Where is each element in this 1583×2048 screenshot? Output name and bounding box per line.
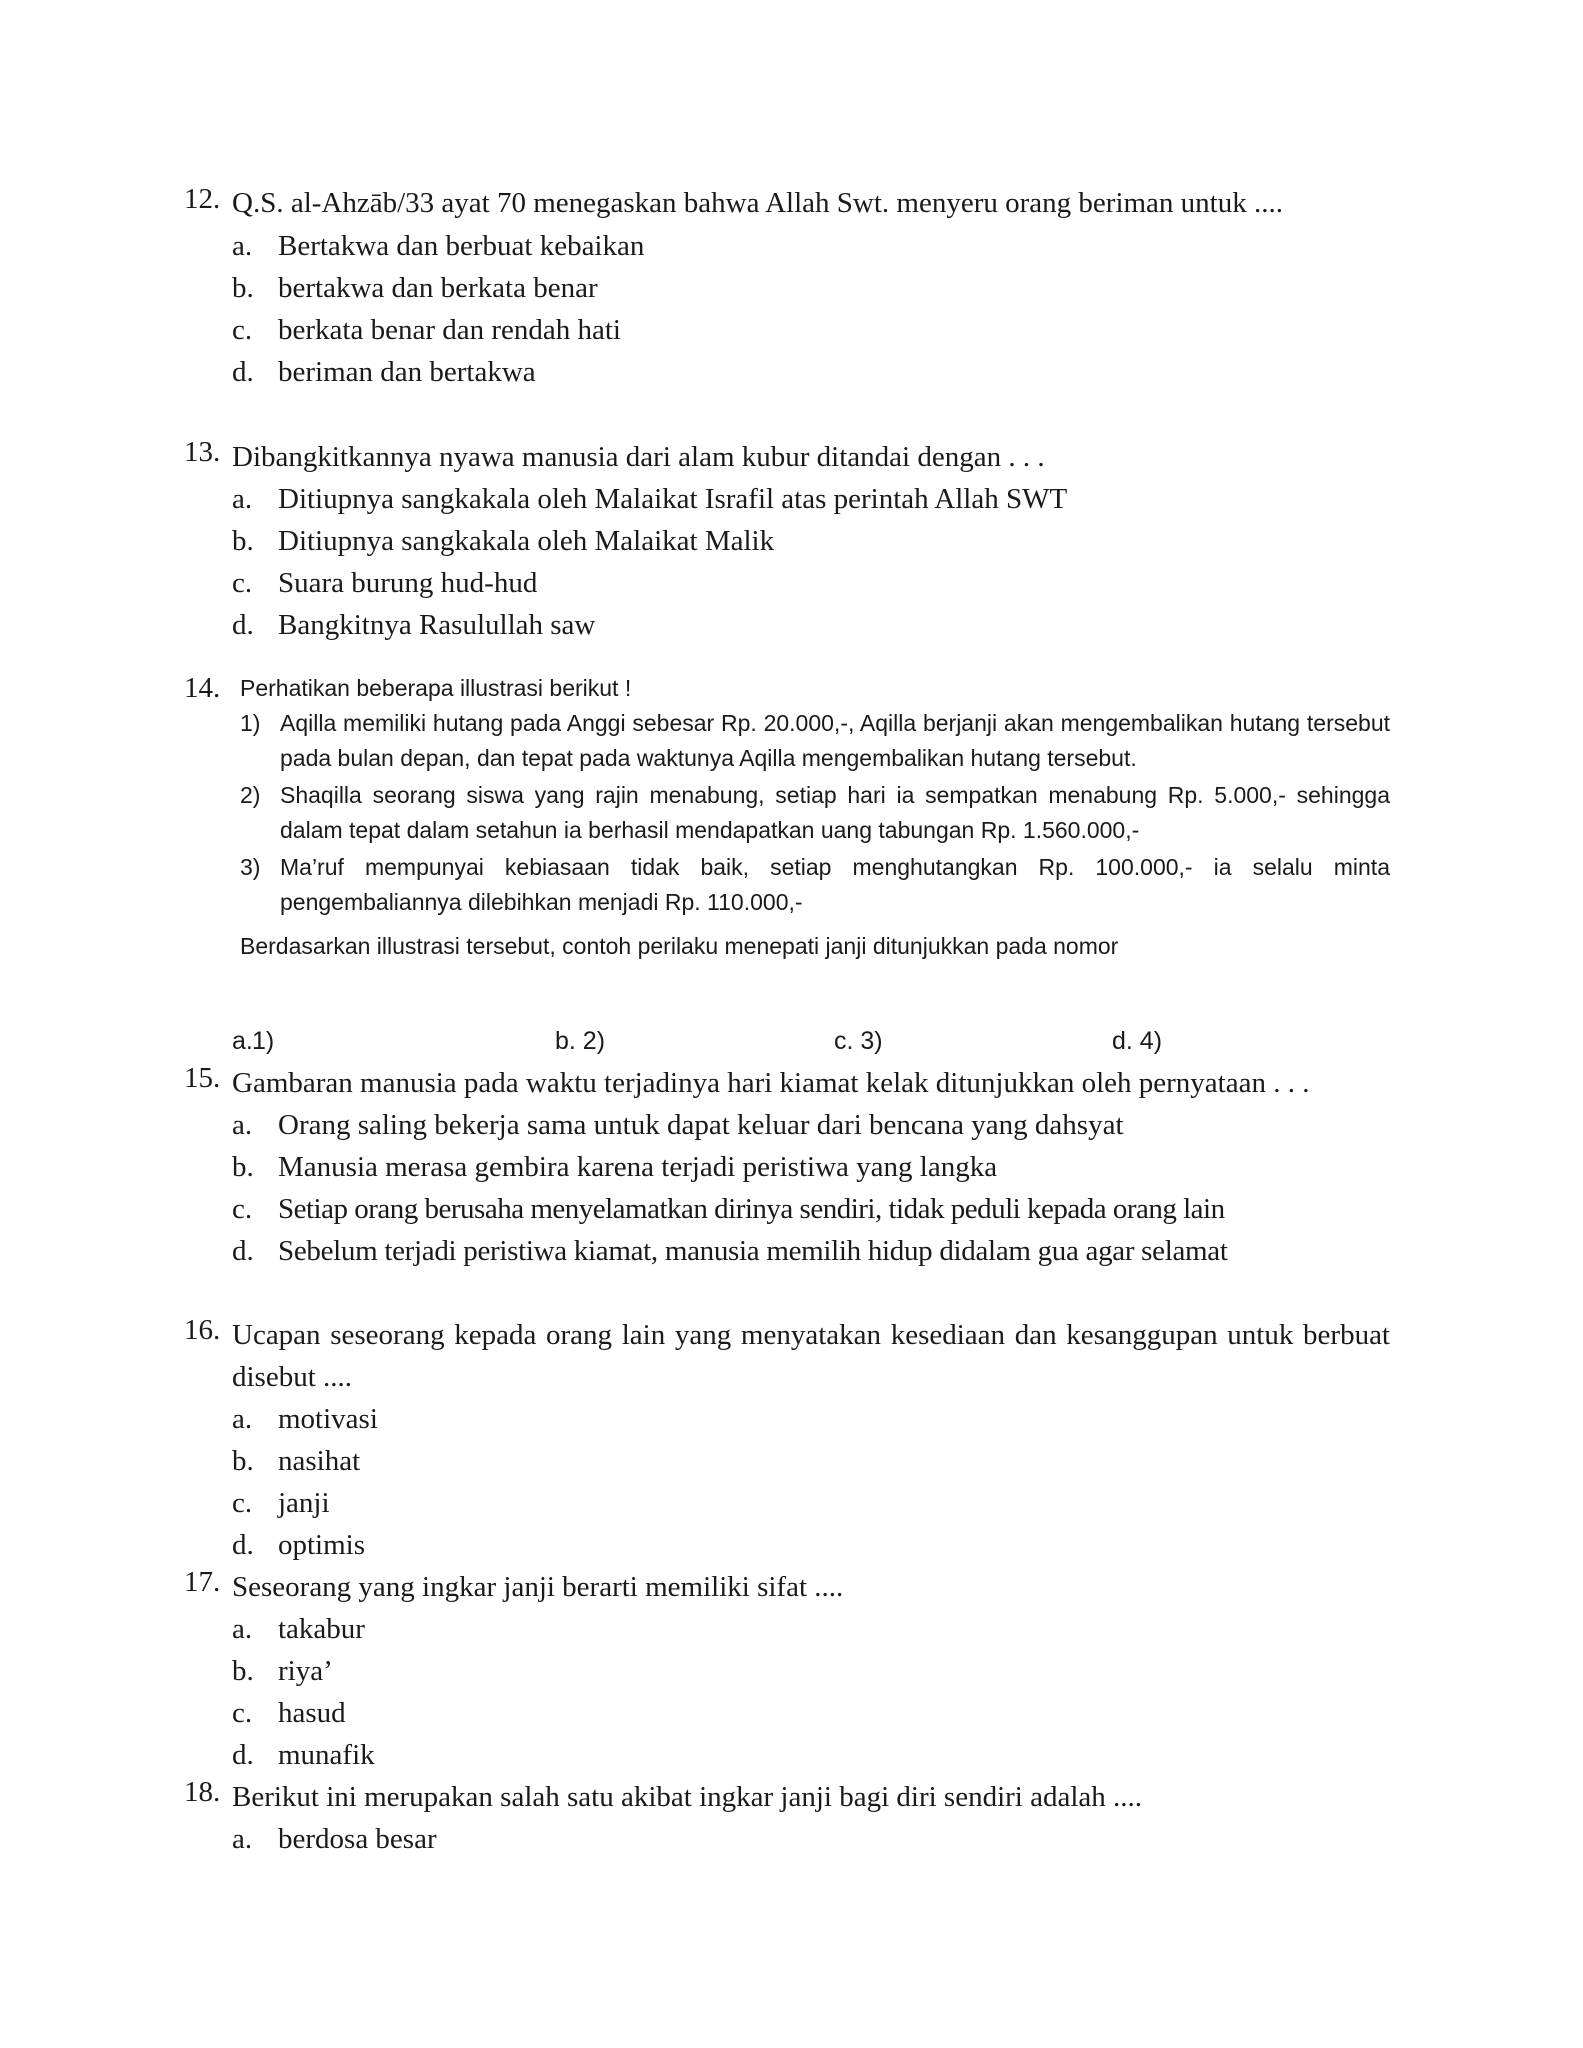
question-15 [184, 1062, 1390, 1272]
question-text: Ucapan seseorang kepada orang lain yang menyatakan kesediaan dan kesanggupan untuk berbuat disebut .... [232, 1319, 1390, 1393]
option-d[interactable]: d. Sebelum terjadi peristiwa kiamat, manusia memilih hidup didalam gua agar selamat [232, 1235, 1228, 1267]
question-prompt: Berdasarkan illustrasi tersebut, contoh perilaku menepati janji ditunjukkan pada nomor [240, 933, 1119, 959]
option-c[interactable]: c. Suara burung hud-hud [232, 567, 538, 599]
question-18 [184, 1776, 1390, 1860]
option-b[interactable]: b. bertakwa dan berkata benar [232, 272, 598, 304]
question-text: Berikut ini merupakan salah satu akibat ingkar janji bagi diri sendiri adalah .... [232, 1781, 1143, 1813]
option-b[interactable]: b. 2) [555, 1027, 606, 1055]
option-b[interactable]: b. Ditiupnya sangkakala oleh Malaikat Malik [232, 525, 775, 557]
option-list [232, 1398, 1390, 1566]
option-c[interactable]: c. hasud [232, 1697, 346, 1729]
question-17 [184, 1566, 1390, 1776]
illustration-item-1: 1) Aqilla memiliki hutang pada Anggi sebesar Rp. 20.000,-, Aqilla berjanji akan mengembalikan hutang tersebut pada bulan depan, dan tepat pada waktunya Aqilla mengembalikan hutang tersebut. [240, 710, 1390, 771]
question-16 [184, 1314, 1390, 1566]
question-number: 18. [184, 1776, 221, 1808]
question-number: 16. [184, 1314, 221, 1346]
option-a[interactable]: a. Bertakwa dan berbuat kebaikan [232, 230, 645, 262]
option-a[interactable]: a. motivasi [232, 1403, 378, 1435]
option-a[interactable]: a. Orang saling bekerja sama untuk dapat keluar dari bencana yang dahsyat [232, 1109, 1124, 1141]
option-d[interactable]: d. beriman dan bertakwa [232, 356, 536, 388]
option-d[interactable]: d. Bangkitnya Rasulullah saw [232, 609, 596, 641]
option-d[interactable]: d. munafik [232, 1739, 375, 1771]
question-text: Seseorang yang ingkar janji berarti memiliki sifat .... [232, 1571, 844, 1603]
question-text: Gambaran manusia pada waktu terjadinya hari kiamat kelak ditunjukkan oleh pernyataan . . . [232, 1067, 1310, 1099]
option-d[interactable]: d. 4) [1112, 1027, 1163, 1055]
option-list [232, 1104, 1390, 1272]
question-text: Dibangkitkannya nyawa manusia dari alam kubur ditandai dengan . . . [232, 441, 1045, 473]
option-b[interactable]: b. Manusia merasa gembira karena terjadi peristiwa yang langka [232, 1151, 998, 1183]
question-number: 13. [184, 436, 221, 468]
question-text: Q.S. al-Ahzāb/33 ayat 70 menegaskan bahwa Allah Swt. menyeru orang beriman untuk .... [232, 187, 1283, 219]
option-list [232, 225, 1390, 393]
option-c[interactable]: c. berkata benar dan rendah hati [232, 314, 621, 346]
option-a[interactable]: a. Ditiupnya sangkakala oleh Malaikat Israfil atas perintah Allah SWT [232, 483, 1068, 515]
question-13 [184, 436, 1390, 646]
option-list [232, 1608, 1390, 1776]
option-c[interactable]: c. janji [232, 1487, 330, 1519]
question-text: Perhatikan beberapa illustrasi berikut ! [240, 675, 632, 701]
option-c[interactable]: c. Setiap orang berusaha menyelamatkan dirinya sendiri, tidak peduli kepada orang lain [232, 1193, 1225, 1225]
illustration-item-3: 3) Ma’ruf mempunyai kebiasaan tidak baik, setiap menghutangkan Rp. 100.000,- ia selalu minta pengembaliannya dilebihkan menjadi Rp. 110.000,- [240, 854, 1390, 915]
option-list [232, 478, 1390, 646]
question-14 [184, 670, 1390, 964]
option-b[interactable]: b. riya’ [232, 1655, 333, 1687]
question-12 [184, 183, 1390, 393]
option-a[interactable]: a. 1) [232, 1027, 275, 1055]
option-c[interactable]: c. 3) [834, 1027, 883, 1055]
option-list [232, 1818, 1390, 1860]
option-a[interactable]: a. berdosa besar [232, 1823, 437, 1855]
option-a[interactable]: a. takabur [232, 1613, 365, 1645]
option-b[interactable]: b. nasihat [232, 1445, 361, 1477]
question-number: 14. [184, 672, 221, 704]
option-d[interactable]: d. optimis [232, 1529, 366, 1561]
question-number: 17. [184, 1566, 221, 1598]
question-number: 15. [184, 1062, 221, 1094]
illustration-item-2: 2) Shaqilla seorang siswa yang rajin menabung, setiap hari ia sempatkan menabung Rp. 5.000,- sehingga dalam tepat dalam setahun ia berhasil mendapatkan uang tabungan Rp. 1.560.000,- [240, 782, 1390, 843]
illustration-list [240, 706, 1390, 920]
question-number: 12. [184, 183, 221, 215]
question-14-options [184, 1020, 1390, 1062]
